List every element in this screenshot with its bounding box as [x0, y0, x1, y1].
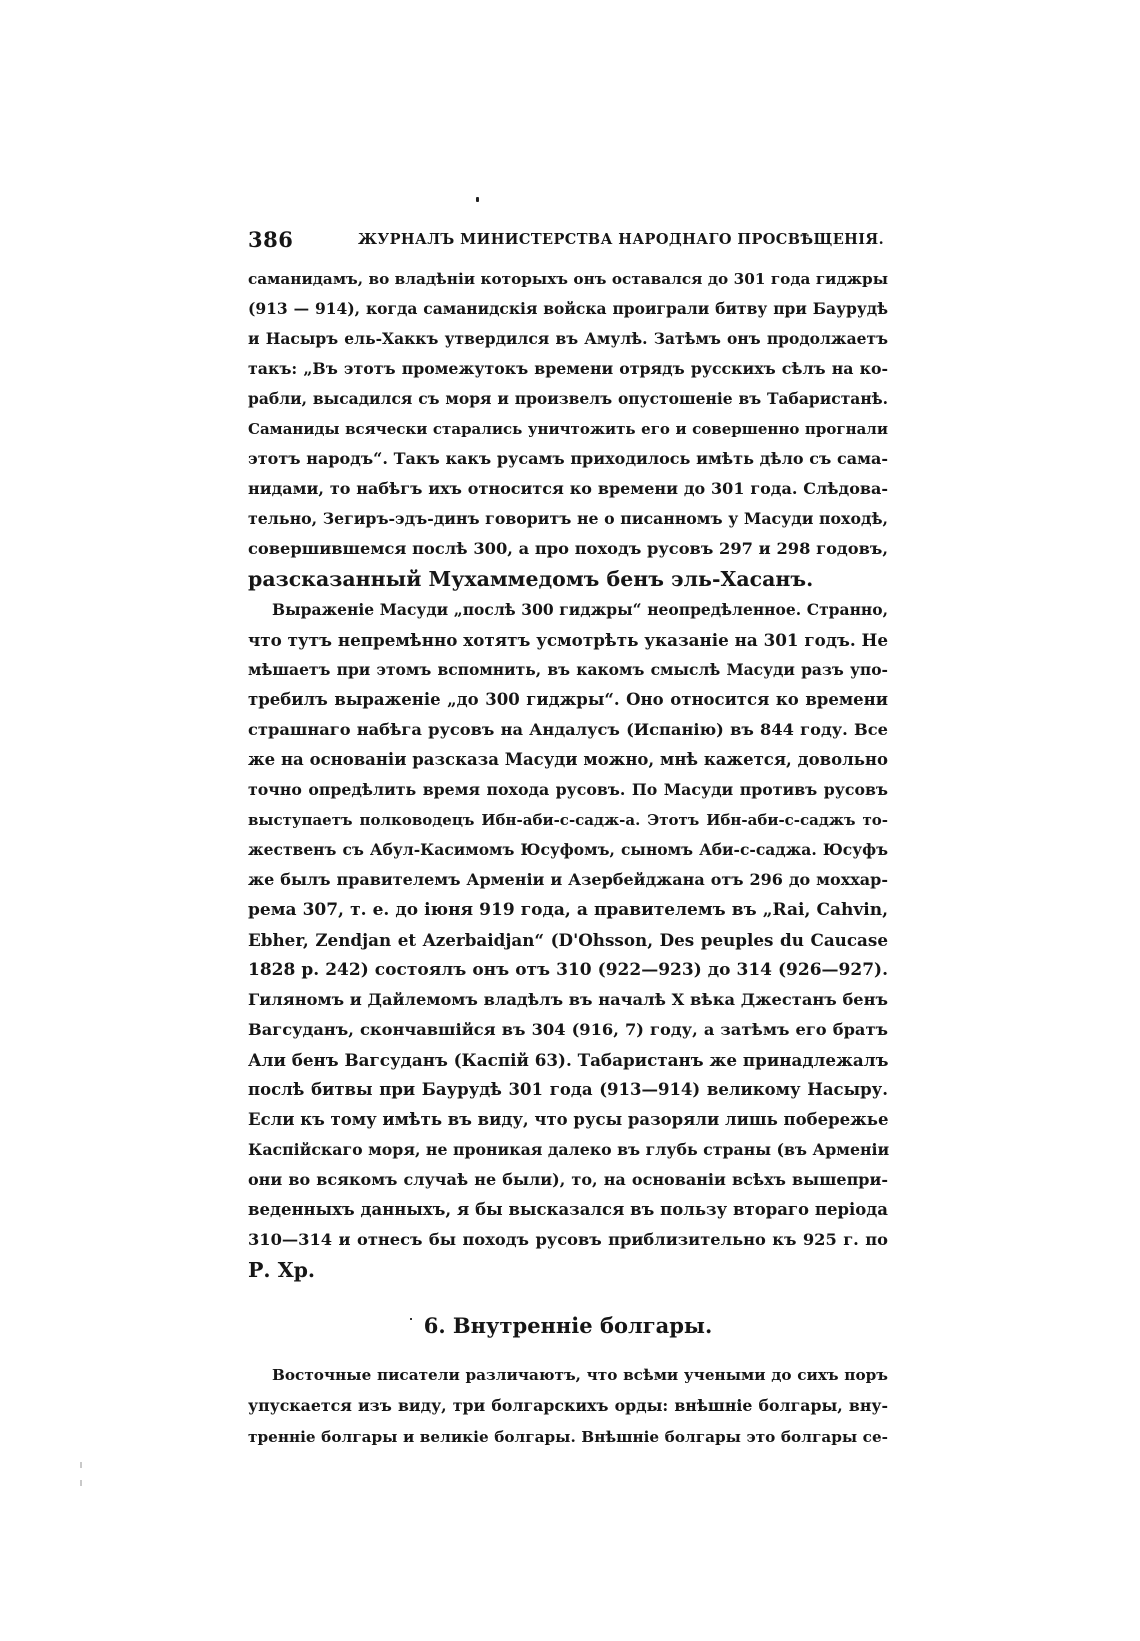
- text-line: Али бенъ Вагсуданъ (Каспій 63). Табаристанъ же принадлежалъ: [248, 1050, 889, 1070]
- text-line: Восточные писатели различаютъ, что всѣми учеными до сихъ поръ: [272, 1366, 888, 1384]
- section-heading: 6. Внутренніе болгары.: [423, 1313, 713, 1338]
- text-line: они во всякомъ случаѣ не были), то, на основаніи всѣхъ вышепри-: [248, 1170, 888, 1189]
- text-line: что тутъ непремѣнно хотятъ усмотрѣть указаніе на 301 годъ. Не: [248, 630, 888, 650]
- text-line: Р. Хр.: [248, 1258, 316, 1282]
- ink-speck: [476, 197, 479, 202]
- text-line: же на основаніи разсказа Масуди можно, мнѣ кажется, довольно: [248, 750, 888, 769]
- text-line: 1828 p. 242) состоялъ онъ отъ 310 (922—923) до 314 (926—927).: [248, 960, 888, 980]
- text-line: Гиляномъ и Дайлемомъ владѣлъ въ началѣ X вѣка Джестанъ бенъ: [248, 990, 888, 1009]
- page-number: 386: [248, 227, 294, 252]
- text-line: веденныхъ данныхъ, я бы высказался въ пользу втораго періода: [248, 1200, 888, 1219]
- text-line: Саманиды всячески старались уничтожить его и совершенно прогнали: [248, 420, 888, 438]
- text-line: Каспійскаго моря, не проникая далеко въ глубь страны (въ Арменіи: [248, 1140, 890, 1159]
- text-line: жественъ съ Абул-Касимомъ Юсуфомъ, сыномъ Аби-с-саджа. Юсуфъ: [248, 840, 888, 859]
- text-line: 310—314 и отнесъ бы походъ русовъ приблизительно къ 925 г. по: [248, 1230, 888, 1249]
- text-line: разсказанный Мухаммедомъ бенъ эль-Хасанъ.: [248, 567, 814, 591]
- margin-mark: [80, 1462, 82, 1468]
- text-line: выступаетъ полководецъ Ибн-аби-с-садж-а. Этотъ Ибн-аби-с-саджъ то-: [248, 811, 888, 829]
- text-line: упускается изъ виду, три болгарскихъ орды: внѣшніе болгары, вну-: [248, 1396, 888, 1415]
- text-line: нидами, то набѣгъ ихъ относится ко времени до 301 года. Слѣдова-: [248, 479, 888, 498]
- text-line: такъ: „Въ этотъ промежутокъ времени отрядъ русскихъ сѣлъ на ко-: [248, 359, 888, 378]
- text-line: же былъ правителемъ Арменіи и Азербейджана отъ 296 до моххар-: [248, 870, 888, 889]
- text-line: Вагсуданъ, скончавшійся въ 304 (916, 7) году, а затѣмъ его братъ: [248, 1020, 888, 1039]
- text-line: Выраженіе Масуди „послѣ 300 гиджры“ неопредѣленное. Странно,: [272, 600, 888, 619]
- text-line: совершившемся послѣ 300, а про походъ русовъ 297 и 298 годовъ,: [248, 539, 888, 558]
- text-line: этотъ народъ“. Такъ какъ русамъ приходилось имѣть дѣло съ сама-: [248, 449, 888, 468]
- text-line: мѣшаетъ при этомъ вспомнить, въ какомъ смыслѣ Масуди разъ упо-: [248, 660, 888, 679]
- text-line: рабли, высадился съ моря и произвелъ опустошеніе въ Табаристанѣ.: [248, 389, 888, 408]
- journal-title: ЖУРНАЛЪ МИНИСТЕРСТВА НАРОДНАГО ПРОСВѢЩЕНІЯ.: [358, 231, 885, 248]
- text-line: точно опредѣлить время похода русовъ. По Масуди противъ русовъ: [248, 780, 888, 799]
- text-line: тельно, Зегиръ-эдъ-динъ говоритъ не о писанномъ у Масуди походѣ,: [248, 509, 888, 528]
- running-head: [248, 225, 888, 255]
- text-line: треннiе болгары и великіе болгары. Внѣшніе болгары это болгары се-: [248, 1428, 888, 1446]
- margin-mark: [80, 1480, 82, 1486]
- text-line: рема 307, т. е. до іюня 919 года, а правителемъ въ „Rai, Cahvin,: [248, 900, 888, 920]
- text-line: (913 — 914), когда саманидскія войска проиграли битву при Баурудѣ: [248, 299, 888, 318]
- text-line: и Насыръ ель-Хаккъ утвердился въ Амулѣ. Затѣмъ онъ продолжаетъ: [248, 329, 888, 348]
- text-line: Если къ тому имѣть въ виду, что русы разоряли лишь побережье: [248, 1110, 889, 1129]
- text-line: требилъ выраженіе „до 300 гиджры“. Оно относится ко времени: [248, 690, 888, 709]
- text-line: послѣ битвы при Баурудѣ 301 года (913—914) великому Насыру.: [248, 1080, 888, 1099]
- text-line: Ebher, Zendjan et Azerbaidjan“ (D'Ohsson, Des peuples du Caucase: [248, 930, 888, 950]
- text-line: саманидамъ, во владѣніи которыхъ онъ оставался до 301 года гиджры: [248, 270, 888, 288]
- text-line: страшнаго набѣга русовъ на Андалусъ (Испанію) въ 844 году. Все: [248, 720, 888, 739]
